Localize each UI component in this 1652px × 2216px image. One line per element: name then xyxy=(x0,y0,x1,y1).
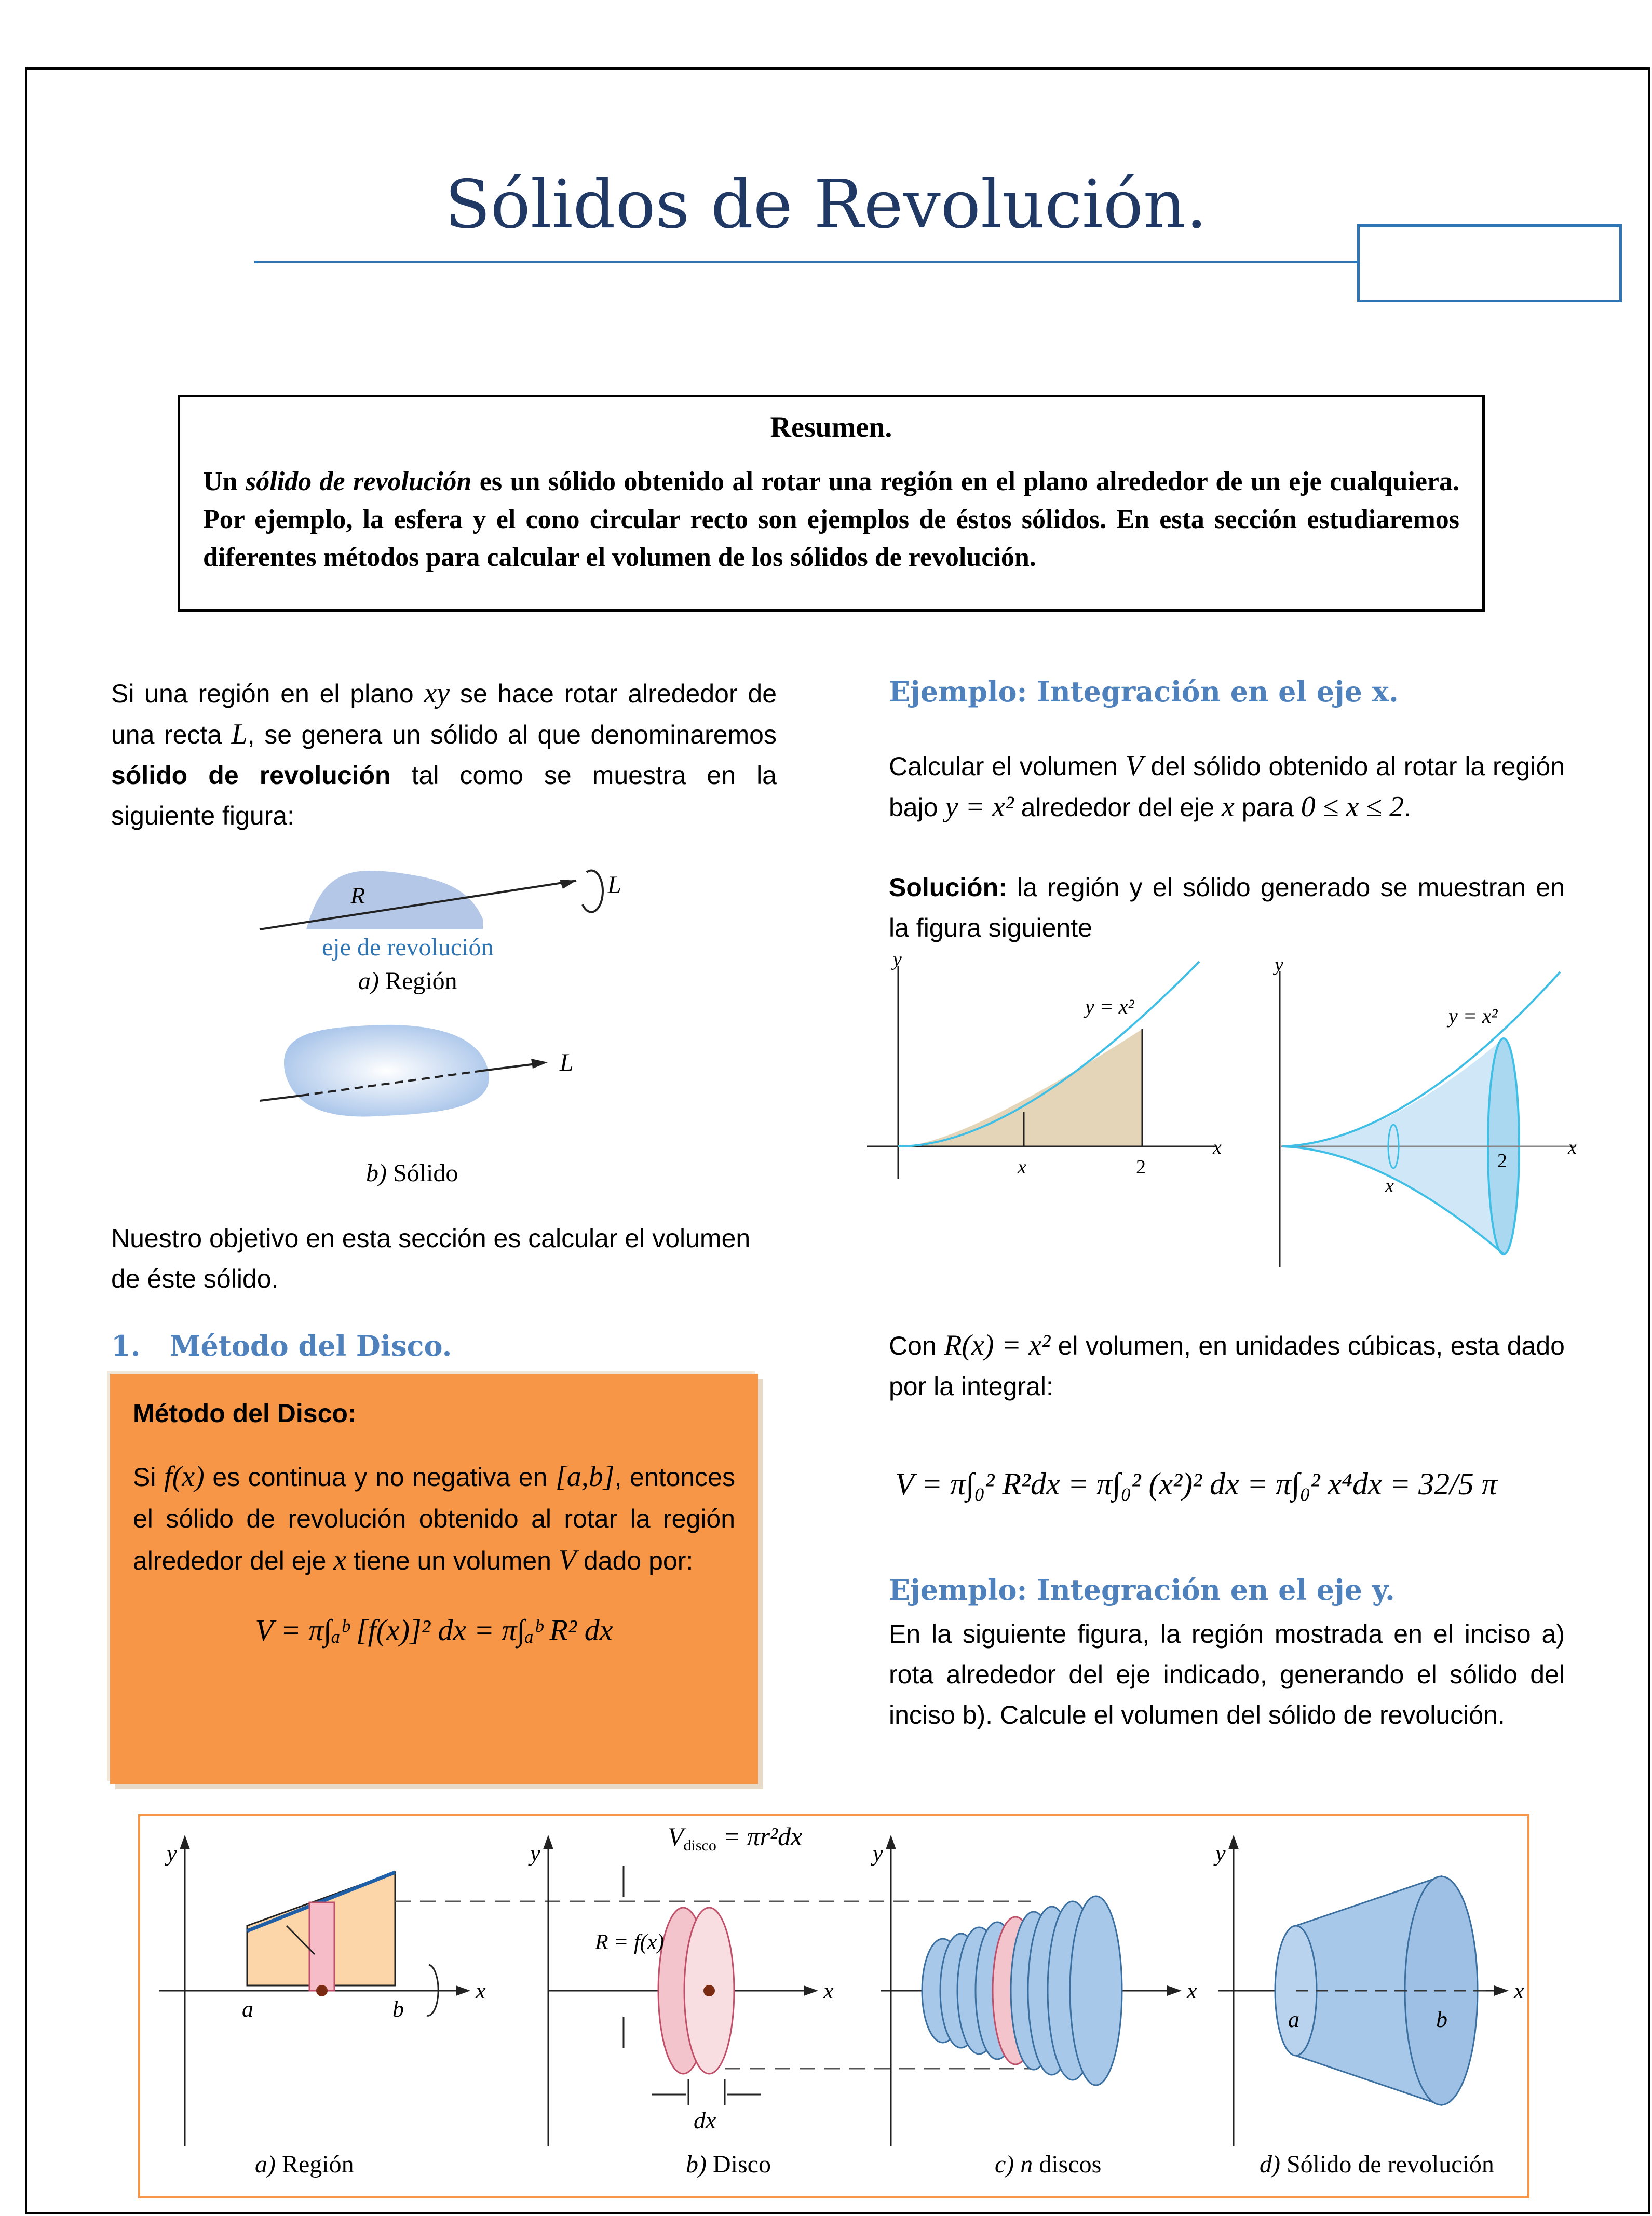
title-underline xyxy=(254,261,1358,263)
revolution-figure xyxy=(244,852,659,1199)
title-box xyxy=(1357,224,1622,302)
graph1-curve-label: y = x² xyxy=(1085,995,1134,1018)
graph1-tick-x: x xyxy=(1018,1156,1026,1178)
svg-text:b: b xyxy=(1436,2007,1447,2032)
graph1-y-label: y xyxy=(893,950,902,970)
caption-region: a) Región xyxy=(255,2151,354,2178)
shaded-region xyxy=(898,1029,1142,1146)
disk-method-box xyxy=(110,1374,758,1784)
graph1-tick-2: 2 xyxy=(1136,1156,1146,1178)
line-label-bottom: L xyxy=(560,1049,574,1076)
svg-text:y: y xyxy=(530,1841,540,1866)
summary-heading: Resumen. xyxy=(770,411,892,443)
svg-text:x: x xyxy=(823,1978,834,2004)
caption-n-disks: c) n discos xyxy=(995,2151,1102,2178)
objective-paragraph: Nuestro objetivo en esta sección es calcular el volumen de éste sólido. xyxy=(111,1224,751,1293)
summary-text: Un sólido de revolución es un sólido obtenido al rotar una región en el plano alrededor de un eje cualquiera. Por ejemplo, la esfera y el cono circular recto son ejemplos de éstos sólidos. En esta sección estudiaremos diferentes métodos para calcular el volumen de los sólidos de revolución. xyxy=(203,467,1459,572)
solid-shape xyxy=(284,1025,489,1117)
svg-text:a: a xyxy=(242,1996,253,2022)
dx-label: dx xyxy=(694,2107,716,2133)
solution-paragraph: Solución: la región y el sólido generado se muestran en la figura siguiente xyxy=(889,873,1565,942)
section-heading: 1. Método del Disco. xyxy=(111,1329,452,1362)
graph2-curve-label: y = x² xyxy=(1448,1004,1498,1028)
caption-solid: d) Sólido de revolución xyxy=(1260,2151,1494,2178)
graph2-tick-2: 2 xyxy=(1497,1150,1507,1172)
graph2-tick-x: x xyxy=(1385,1175,1394,1197)
example-x-heading: Ejemplo: Integración en el eje x. xyxy=(889,675,1399,708)
svg-text:y: y xyxy=(873,1841,883,1866)
graph2-x-label: x xyxy=(1568,1137,1577,1158)
svg-text:x: x xyxy=(1187,1978,1197,2004)
intro-paragraph: Si una región en el plano xy se hace rotar alrededor de una recta L, se genera un sólido al que denominaremos sólido de revolución tal como se muestra en la siguiente figura: xyxy=(111,677,777,830)
svg-text:b: b xyxy=(392,1996,404,2022)
caption-disk: b) Disco xyxy=(686,2151,771,2178)
disk-method-figure xyxy=(138,1814,1529,2198)
summary-box xyxy=(178,395,1485,612)
svg-text:x: x xyxy=(1514,1978,1524,2004)
example-y-heading: Ejemplo: Integración en el eje y. xyxy=(889,1573,1395,1606)
example-x-statement: Calcular el volumen V del sólido obtenido al rotar la región bajo y = x² alrededor del eje x para 0 ≤ x ≤ 2. xyxy=(889,750,1565,823)
vdisco-label: $V_{disco} = \pi r^2dx$ xyxy=(668,1822,803,1854)
disk-box-title: Método del Disco: xyxy=(133,1399,357,1428)
region-label: R xyxy=(350,882,365,909)
svg-text:x: x xyxy=(476,1978,486,2004)
axis-caption: eje de revolución xyxy=(322,934,494,961)
svg-text:a: a xyxy=(1288,2007,1299,2032)
example-y-text: En la siguiente figura, la región mostrada en el inciso a) rota alrededor del eje indicado, generando el sólido del inciso b). Calcule el volumen del sólido de revolución. xyxy=(889,1619,1565,1729)
line-label-top: L xyxy=(607,871,621,899)
caption-b: b) Sólido xyxy=(366,1159,458,1187)
svg-text:y: y xyxy=(1215,1841,1226,1866)
example-x-graph xyxy=(862,950,1583,1277)
disk-box-text: Si f(x) es continua y no negativa en [a,b], entonces el sólido de revolución obtenido al rotar la región alrededor del eje x tiene un volumen V dado por: xyxy=(133,1461,735,1576)
svg-text:y: y xyxy=(167,1841,177,1866)
volume-statement: Con R(x) = x² el volumen, en unidades cúbicas, esta dado por la integral: xyxy=(889,1329,1565,1401)
graph1-x-label: x xyxy=(1213,1137,1222,1158)
graph2-y-label: y xyxy=(1275,954,1283,976)
page-title: Sólidos de Revolución. xyxy=(444,166,1208,244)
disk-formula: V = π∫ₐᵇ [f(x)]² dx = π∫ₐᵇ R² dx xyxy=(255,1613,613,1647)
volume-integral: V = π∫₀² R²dx = π∫₀² (x²)² dx = π∫₀² x⁴dx = 32/5 π xyxy=(895,1467,1497,1501)
caption-a: a) Región xyxy=(358,967,457,995)
radius-label: R = f(x) xyxy=(595,1930,665,1954)
